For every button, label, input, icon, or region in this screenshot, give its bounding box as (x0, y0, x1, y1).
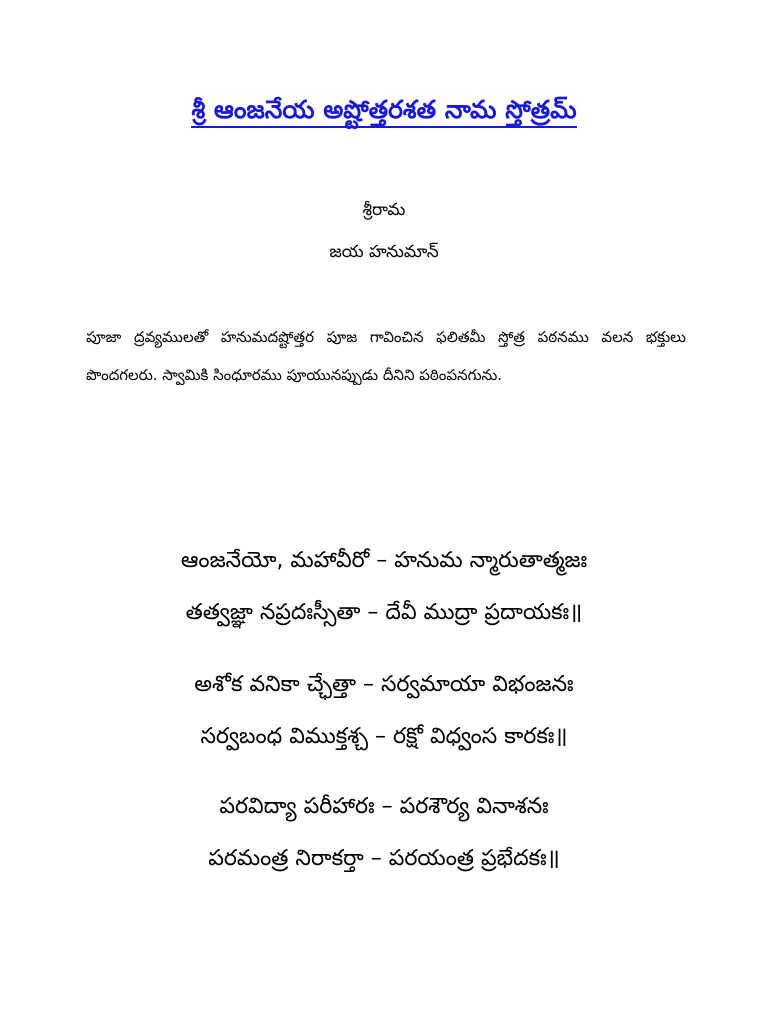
intro-paragraph: పూజా ద్రవ్యములతో హనుమదష్టోత్తర పూజ గావించిన ఫలితమీ స్తోత్ర పఠనము వలన భక్తులు పొందగలరు. స్వామికి సింధూరము పూయునప్పుడు దీనిని పఠింపనగును. (86, 328, 686, 384)
document-title (0, 92, 768, 128)
verse-line: అశోక వనికా చ్ఛేత్తా – సర్వమాయా విభంజనః (194, 672, 574, 697)
document-title-text: శ్రీ ఆంజనేయ అష్టోత్తరశత నామ స్తోత్రమ్ (191, 95, 576, 128)
verse-line: ఆంజనేయో, మహావీరో – హనుమ న్మారుతాత్మజః (180, 548, 588, 573)
invocation-sri-rama: శ్రీరామ (362, 200, 406, 220)
verse-line: తత్వజ్ఞా నప్రదఃస్సీతా – దేవీ ముద్రా ప్రదాయకః॥ (185, 600, 583, 625)
verse-line: పరమంత్ర నిరాకర్తా – పరయంత్ర ప్రభేదకః॥ (208, 846, 560, 871)
invocation-jaya-hanuman: జయ హనుమాన్ (329, 242, 439, 262)
verse-line: పరవిద్యా పరీహారః – పరశౌర్య వినాశనః (219, 794, 549, 819)
verse-line: సర్వబంధ విముక్తశ్చ – రక్షో విధ్వంస కారకః॥ (200, 724, 568, 749)
